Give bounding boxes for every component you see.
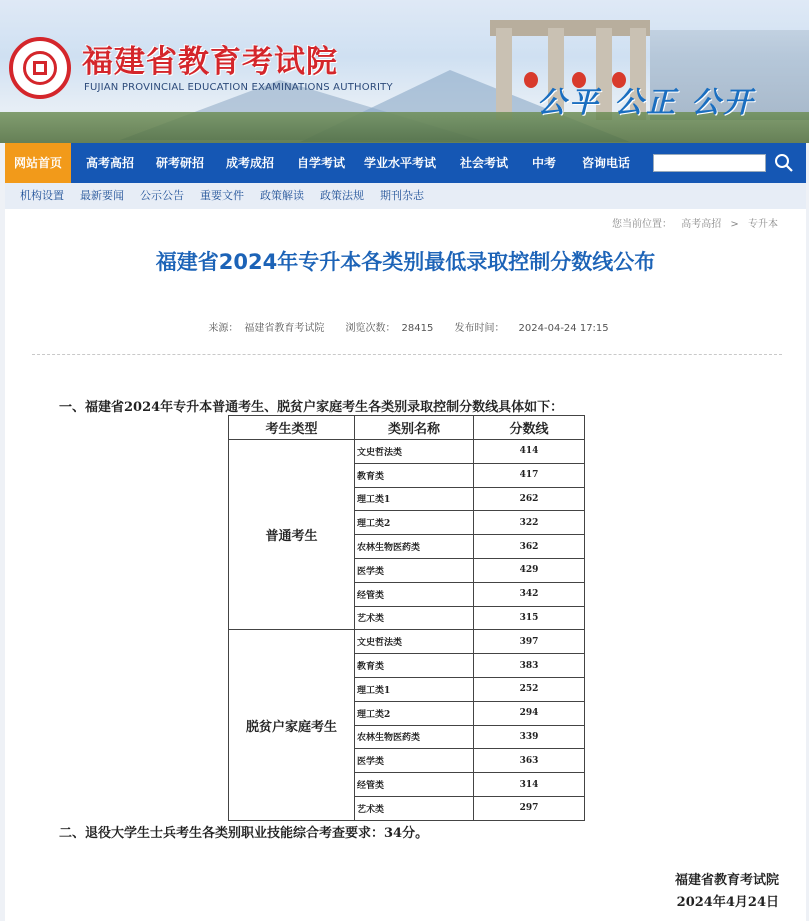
subnav-item-wenjian[interactable]: 重要文件 bbox=[200, 189, 244, 202]
nav-item-zhongkao[interactable]: 中考 bbox=[531, 156, 556, 170]
score-cell: 362 bbox=[474, 535, 585, 559]
breadcrumb-link-zhuanshengben[interactable]: 专升本 bbox=[748, 219, 778, 230]
table-row bbox=[229, 630, 585, 654]
article-meta bbox=[5, 319, 806, 334]
category-cell: 理工类2 bbox=[355, 511, 474, 535]
nav-item-gaokao[interactable]: 高考高招 bbox=[85, 156, 134, 170]
category-cell: 医学类 bbox=[355, 558, 474, 582]
student-type-cell: 脱贫户家庭考生 bbox=[229, 630, 355, 820]
score-cell: 414 bbox=[474, 440, 585, 464]
category-cell: 理工类1 bbox=[355, 487, 474, 511]
subnav-item-qikan[interactable]: 期刊杂志 bbox=[380, 189, 424, 202]
nav-item-shehui[interactable]: 社会考试 bbox=[459, 156, 508, 170]
nav-item-zixun[interactable]: 咨询电话 bbox=[581, 156, 630, 170]
category-cell: 理工类2 bbox=[355, 701, 474, 725]
motto: 公平 公正 公开 bbox=[537, 85, 756, 119]
category-cell: 文史哲法类 bbox=[355, 630, 474, 654]
header-category: 类别名称 bbox=[355, 416, 474, 440]
nav-item-xueshui[interactable]: 学业水平考试 bbox=[363, 156, 436, 170]
score-cell: 397 bbox=[474, 630, 585, 654]
views-value: 28415 bbox=[401, 323, 434, 334]
score-cell: 297 bbox=[474, 796, 585, 820]
header-type: 考生类型 bbox=[229, 416, 355, 440]
views-label: 浏览次数： bbox=[345, 323, 396, 334]
category-cell: 艺术类 bbox=[355, 606, 474, 630]
source-value: 福建省教育考试院 bbox=[244, 323, 325, 334]
header-score: 分数线 bbox=[474, 416, 585, 440]
subnav-item-yaowen[interactable]: 最新要闻 bbox=[80, 189, 124, 202]
category-cell: 经管类 bbox=[355, 582, 474, 606]
category-cell: 艺术类 bbox=[355, 796, 474, 820]
breadcrumb-link-gaokao[interactable]: 高考高招 bbox=[681, 219, 722, 230]
subnav-item-fagui[interactable]: 政策法规 bbox=[320, 189, 364, 202]
signature-date: 2024年4月24日 bbox=[676, 895, 779, 910]
site-title[interactable]: 福建省教育考试院 bbox=[82, 44, 338, 80]
score-cell: 262 bbox=[474, 487, 585, 511]
seal-logo-icon[interactable] bbox=[9, 37, 71, 99]
nav-item-chengkao[interactable]: 成考成招 bbox=[225, 156, 274, 170]
signature: 福建省教育考试院 bbox=[674, 873, 779, 888]
search-icon[interactable] bbox=[773, 152, 795, 174]
divider bbox=[32, 354, 782, 355]
paragraph-2: 二、退役大学生士兵考生各类别职业技能综合考查要求：34分。 bbox=[59, 826, 429, 841]
category-cell: 教育类 bbox=[355, 654, 474, 678]
score-cell: 315 bbox=[474, 606, 585, 630]
date-value: 2024-04-24 17:15 bbox=[518, 323, 609, 334]
table-header-row bbox=[229, 416, 585, 440]
article-title: 福建省2024年专升本各类别最低录取控制分数线公布 bbox=[155, 250, 656, 274]
paragraph-1: 一、福建省2024年专升本普通考生、脱贫户家庭考生各类别录取控制分数线具体如下： bbox=[59, 400, 564, 415]
nav-item-home[interactable]: 网站首页 bbox=[5, 143, 71, 183]
main-nav bbox=[5, 143, 806, 183]
subnav-item-jiedu[interactable]: 政策解读 bbox=[260, 189, 304, 202]
score-cell: 322 bbox=[474, 511, 585, 535]
header-banner bbox=[0, 0, 809, 143]
nav-item-yankao[interactable]: 研考研招 bbox=[155, 156, 204, 170]
score-cell: 342 bbox=[474, 582, 585, 606]
source-label: 来源： bbox=[208, 323, 239, 334]
nav-item-zikao[interactable]: 自学考试 bbox=[296, 156, 345, 170]
site-subtitle: FUJIAN PROVINCIAL EDUCATION EXAMINATIONS AUTHORITY bbox=[84, 82, 393, 93]
category-cell: 医学类 bbox=[355, 749, 474, 773]
score-table bbox=[228, 415, 585, 821]
date-label: 发布时间： bbox=[454, 323, 505, 334]
table-row bbox=[229, 440, 585, 464]
category-cell: 教育类 bbox=[355, 463, 474, 487]
score-cell: 252 bbox=[474, 677, 585, 701]
score-cell: 314 bbox=[474, 773, 585, 797]
score-cell: 383 bbox=[474, 654, 585, 678]
category-cell: 文史哲法类 bbox=[355, 440, 474, 464]
breadcrumb-separator: > bbox=[730, 219, 739, 230]
breadcrumb-label: 您当前位置： bbox=[612, 219, 673, 230]
category-cell: 农林生物医药类 bbox=[355, 725, 474, 749]
sub-nav bbox=[5, 183, 806, 209]
score-cell: 417 bbox=[474, 463, 585, 487]
score-cell: 363 bbox=[474, 749, 585, 773]
score-cell: 294 bbox=[474, 701, 585, 725]
score-cell: 339 bbox=[474, 725, 585, 749]
subnav-item-gonggao[interactable]: 公示公告 bbox=[140, 189, 184, 202]
category-cell: 经管类 bbox=[355, 773, 474, 797]
article-content bbox=[5, 209, 806, 921]
category-cell: 理工类1 bbox=[355, 677, 474, 701]
score-cell: 429 bbox=[474, 558, 585, 582]
search-input[interactable] bbox=[653, 154, 766, 172]
subnav-item-jigou[interactable]: 机构设置 bbox=[20, 189, 64, 202]
student-type-cell: 普通考生 bbox=[229, 440, 355, 630]
breadcrumb bbox=[606, 215, 778, 230]
category-cell: 农林生物医药类 bbox=[355, 535, 474, 559]
